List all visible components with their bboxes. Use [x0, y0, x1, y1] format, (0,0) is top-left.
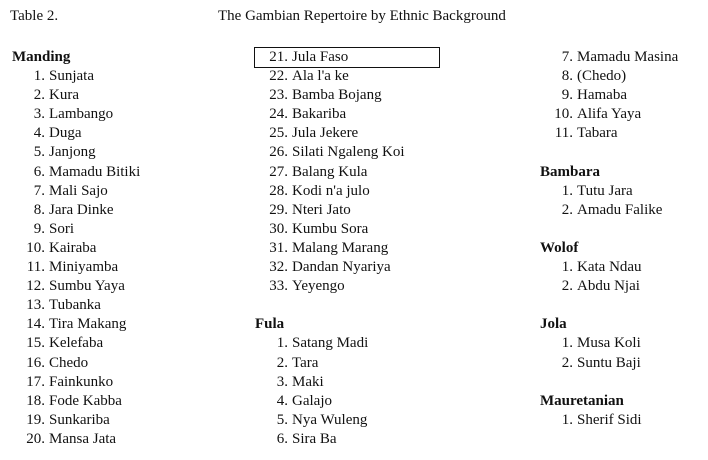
item-number: 8.: [33, 201, 45, 218]
item-title: Alifa Yaya: [577, 106, 642, 123]
item-title: Bakariba: [292, 106, 347, 123]
list-item: [540, 86, 708, 105]
list-item: [255, 86, 515, 105]
group-title: Jola: [540, 316, 567, 333]
group-spacer: [540, 373, 708, 392]
item-number: 25.: [269, 125, 288, 142]
column-1: [12, 48, 247, 449]
item-title: Sunkariba: [49, 411, 110, 428]
list-item: [540, 334, 708, 353]
item-number: 1.: [561, 182, 573, 199]
item-title: Jara Dinke: [49, 201, 114, 218]
item-title: Kodi n'a julo: [292, 182, 370, 199]
list-item: [255, 201, 515, 220]
item-number: 4.: [276, 392, 288, 409]
item-title: Kelefaba: [49, 335, 104, 352]
item-title: Mansa Jata: [49, 430, 117, 447]
table-title: The Gambian Repertoire by Ethnic Background: [218, 8, 506, 24]
item-number: 3.: [276, 373, 288, 390]
item-number: 2.: [561, 278, 573, 295]
group-spacer: [255, 296, 515, 315]
item-title: Tabara: [577, 125, 618, 142]
item-number: 26.: [269, 144, 288, 161]
item-title: (Chedo): [577, 68, 627, 85]
item-number: 14.: [26, 316, 45, 333]
item-title: Kairaba: [49, 239, 97, 256]
item-number: 15.: [26, 335, 45, 352]
group-spacer: [540, 143, 708, 162]
list-item: [255, 334, 515, 353]
list-item: [255, 277, 515, 296]
item-number: 17.: [26, 373, 45, 390]
item-title: Jula Faso: [292, 49, 349, 65]
item-title: Kata Ndau: [577, 259, 642, 276]
item-title: Nteri Jato: [292, 201, 351, 218]
list-item: [255, 163, 515, 182]
item-title: Fode Kabba: [49, 392, 122, 409]
table-label: Table 2.: [10, 8, 59, 24]
list-item: [12, 163, 247, 182]
item-title: Maki: [292, 373, 324, 390]
list-item: [255, 143, 515, 162]
item-title: Satang Madi: [292, 335, 369, 352]
group-spacer: [540, 220, 708, 239]
item-title: Sunjata: [49, 68, 94, 85]
item-number: 1.: [33, 68, 45, 85]
list-item: [12, 411, 247, 430]
list-item: [12, 296, 247, 315]
item-title: Yeyengo: [292, 278, 345, 295]
list-item: [12, 67, 247, 86]
item-number: 11.: [554, 125, 573, 142]
list-item: [12, 182, 247, 201]
item-title: Sumbu Yaya: [49, 278, 125, 295]
item-title: Tira Makang: [49, 316, 127, 333]
item-number: 32.: [269, 259, 288, 276]
list-item: [12, 86, 247, 105]
list-item: [540, 277, 708, 296]
item-number: 18.: [26, 392, 45, 409]
item-number: 3.: [33, 106, 45, 123]
item-title: Mamadu Masina: [577, 49, 679, 65]
list-item: [12, 334, 247, 353]
item-number: 2.: [561, 201, 573, 218]
list-item: [255, 67, 515, 86]
item-number: 7.: [33, 182, 45, 199]
item-number: 27.: [269, 163, 288, 180]
item-title: Galajo: [292, 392, 332, 409]
list-item: [540, 411, 708, 430]
item-number: 29.: [269, 201, 288, 218]
item-title: Kura: [49, 87, 79, 104]
list-item: [540, 67, 708, 86]
item-number: 31.: [269, 239, 288, 256]
item-number: 10.: [26, 239, 45, 256]
item-title: Tara: [292, 354, 319, 371]
item-number: 33.: [269, 278, 288, 295]
item-title: Tubanka: [49, 297, 101, 314]
item-number: 6.: [33, 163, 45, 180]
list-item: [540, 105, 708, 124]
item-title: Tutu Jara: [577, 182, 633, 199]
list-item: [255, 411, 515, 430]
group-title: Mauretanian: [540, 392, 624, 409]
item-title: Sori: [49, 220, 75, 237]
list-item: [12, 143, 247, 162]
item-number: 2.: [276, 354, 288, 371]
list-item: [12, 430, 247, 449]
item-title: Chedo: [49, 354, 89, 371]
list-item: [12, 392, 247, 411]
item-number: 2.: [33, 87, 45, 104]
list-item: [540, 354, 708, 373]
item-number: 2.: [561, 354, 573, 371]
item-title: Suntu Baji: [577, 354, 641, 371]
item-title: Dandan Nyariya: [292, 259, 391, 276]
list-item: [540, 182, 708, 201]
item-title: Mamadu Bitiki: [49, 163, 141, 180]
list-item: [12, 220, 247, 239]
list-item: [255, 220, 515, 239]
item-title: Ala l'a ke: [292, 68, 349, 85]
item-title: Kumbu Sora: [292, 220, 369, 237]
list-item: [255, 430, 515, 449]
item-number: 6.: [276, 430, 288, 447]
item-title: Bamba Bojang: [292, 87, 382, 104]
list-item: [255, 373, 515, 392]
item-title: Malang Marang: [292, 239, 389, 256]
item-number: 13.: [26, 297, 45, 314]
item-number: 28.: [269, 182, 288, 199]
item-number: 9.: [33, 220, 45, 237]
list-item: [12, 105, 247, 124]
list-item: [540, 258, 708, 277]
list-item: [255, 182, 515, 201]
item-number: 24.: [269, 106, 288, 123]
list-item: [540, 201, 708, 220]
item-number: 9.: [561, 87, 573, 104]
item-number: 16.: [26, 354, 45, 371]
item-number: 20.: [26, 430, 45, 447]
group-title: Bambara: [540, 163, 600, 180]
list-item: [255, 105, 515, 124]
item-number: 23.: [269, 87, 288, 104]
item-title: Silati Ngaleng Koi: [292, 144, 405, 161]
item-title: Hamaba: [577, 87, 627, 104]
item-number: 1.: [561, 259, 573, 276]
list-item: [255, 239, 515, 258]
item-title: Amadu Falike: [577, 201, 663, 218]
column-3: [540, 48, 708, 430]
item-title: Janjong: [49, 144, 96, 161]
group-title: Wolof: [540, 239, 579, 256]
item-title: Nya Wuleng: [292, 411, 368, 428]
item-title: Miniyamba: [49, 259, 119, 276]
group-spacer: [540, 296, 708, 315]
list-item: [540, 124, 708, 143]
list-item: [255, 392, 515, 411]
item-number: 1.: [561, 335, 573, 352]
item-title: Balang Kula: [292, 163, 368, 180]
list-item: [12, 277, 247, 296]
item-title: Duga: [49, 125, 82, 142]
item-number: 8.: [561, 68, 573, 85]
item-number: 7.: [561, 49, 573, 65]
item-number: 1.: [561, 411, 573, 428]
item-title: Jula Jekere: [292, 125, 359, 142]
item-title: Abdu Njai: [577, 278, 640, 295]
item-number: 30.: [269, 220, 288, 237]
list-item: [12, 124, 247, 143]
item-number: 5.: [33, 144, 45, 161]
item-number: 22.: [269, 68, 288, 85]
item-number: 5.: [276, 411, 288, 428]
list-item: [12, 315, 247, 334]
item-number: 11.: [26, 259, 45, 276]
item-number: 4.: [33, 125, 45, 142]
item-title: Musa Koli: [577, 335, 641, 352]
column-2: [255, 48, 515, 449]
item-number: 21.: [269, 49, 288, 65]
list-item: [12, 354, 247, 373]
list-item: [12, 258, 247, 277]
list-item: [12, 239, 247, 258]
item-title: Mali Sajo: [49, 182, 108, 199]
list-item: [12, 373, 247, 392]
list-item: [12, 201, 247, 220]
group-title: Manding: [12, 49, 71, 65]
item-title: Sira Ba: [292, 430, 337, 447]
list-item: [255, 258, 515, 277]
item-number: 19.: [26, 411, 45, 428]
item-title: Sherif Sidi: [577, 411, 642, 428]
list-item: [255, 124, 515, 143]
group-title: Fula: [255, 316, 285, 333]
item-number: 1.: [276, 335, 288, 352]
item-title: Fainkunko: [49, 373, 114, 390]
item-number: 12.: [26, 278, 45, 295]
item-title: Lambango: [49, 106, 114, 123]
list-item: [540, 48, 708, 67]
item-number: 10.: [554, 106, 573, 123]
list-item-highlighted: [255, 48, 439, 67]
list-item: [255, 354, 515, 373]
